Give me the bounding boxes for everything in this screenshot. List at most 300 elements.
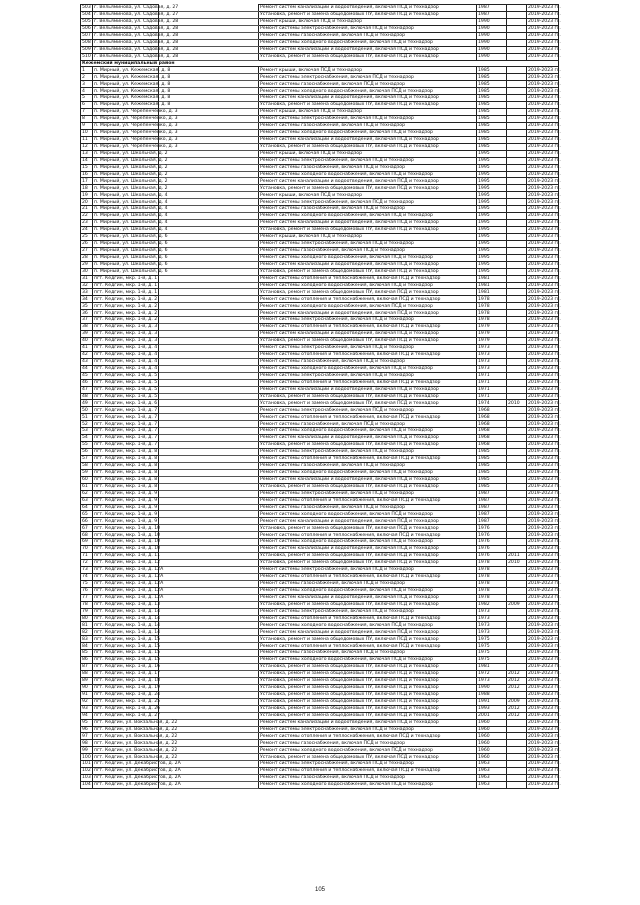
row-number: 29 (81, 261, 93, 268)
page-number: 105 (314, 887, 325, 893)
row-number: 38 (81, 324, 93, 331)
address-cell: пгт. Кедгин, ул. Вокзальная, д. 22 (94, 747, 178, 753)
row-number: 21 (81, 206, 93, 213)
build-year-cell: 1978 (477, 310, 507, 317)
planned-period-cell: 2019-2023 гг. (528, 761, 561, 767)
address-cell: пгт. Кедгин, мкр. 1-й, д. 7 (94, 435, 158, 441)
last-repair-year-cell (507, 289, 527, 296)
planned-period-cell: 2019-2023 гг. (528, 414, 561, 420)
build-year-cell: 1982 (477, 601, 507, 608)
last-repair-year-cell (507, 178, 527, 185)
address-cell: пгт. Кедгин, мкр. 1-й, д. 9 (94, 490, 158, 496)
last-repair-year-cell (507, 664, 527, 671)
table-row (81, 379, 559, 386)
build-year-cell: 1987 (477, 5, 507, 12)
table-row (81, 11, 559, 18)
table-row (81, 206, 559, 213)
last-repair-year-cell (507, 5, 527, 12)
build-year-cell: 1978 (477, 580, 507, 587)
last-repair-year-cell (507, 539, 527, 546)
last-repair-year-cell (507, 88, 527, 95)
last-repair-year-cell (507, 227, 527, 234)
address-cell: пгт. Кедгин, мкр. 1-й, д. 25 (94, 699, 161, 705)
planned-period-cell: 2019-2023 гг. (528, 768, 561, 774)
spacer-cell (159, 615, 259, 622)
last-repair-year-cell (507, 317, 527, 324)
row-number: 5 (81, 95, 93, 102)
work-type-cell: Ремонт системы холодного водоснабжения, включая ПСД и технадзор (259, 782, 477, 789)
last-repair-year-cell: 2012 (507, 677, 527, 684)
work-type-cell: Ремонт систем канализации и водоотведения, включая ПСД и технадзор (259, 719, 477, 726)
planned-period-cell: 2019-2023 гг. (528, 296, 561, 302)
spacer-cell (159, 192, 259, 199)
work-type-cell: Ремонт системы электроснабжения, включая ПСД и технадзор (259, 761, 477, 768)
last-repair-year-cell (507, 74, 527, 81)
address-cell: пгт. Кедгин, мкр. 1-й, д. 16 (94, 664, 161, 670)
work-type-cell: Ремонт системы электроснабжения, включая ПСД и технадзор (259, 317, 477, 324)
planned-period-cell: 2019-2023 гг. (528, 338, 561, 344)
last-repair-year-cell (507, 435, 527, 442)
planned-period-cell: 2019-2023 гг. (528, 442, 561, 448)
build-year-cell: 1971 (477, 386, 507, 393)
build-year-cell: 1990 (477, 25, 507, 32)
planned-period-cell: 2019-2023 гг. (528, 685, 561, 691)
spacer-cell (159, 691, 259, 698)
work-type-cell: Установка, ремонт и замена общедомовых ПУ, включая ПСД и технадзор (259, 525, 477, 532)
address-cell: пгт. Кедгин, мкр. 1-й, д. 26 (94, 705, 161, 711)
table-row (81, 587, 559, 594)
spacer-cell (159, 546, 259, 553)
table-row (81, 289, 559, 296)
table-row (81, 143, 559, 150)
address-cell: п. Мирный, ул. Школьная, д. 2 (94, 171, 168, 177)
last-repair-year-cell (507, 580, 527, 587)
build-year-cell: 1995 (477, 150, 507, 157)
work-type-cell: Ремонт систем канализации и водоотведения, включая ПСД и технадзор (259, 220, 477, 227)
table-row (81, 261, 559, 268)
build-year-cell: 1985 (477, 462, 507, 469)
build-year-cell: 1971 (477, 379, 507, 386)
table-row (81, 580, 559, 587)
last-repair-year-cell: 2009 (507, 601, 527, 608)
address-cell: п. Мирный, ул. Школьная, д. 6 (94, 261, 168, 267)
work-type-cell: Ремонт системы газоснабжения, включая ПСД и технадзор (259, 247, 477, 254)
row-number: 97 (81, 733, 93, 740)
spacer-cell (159, 657, 259, 664)
address-cell: пгт. Кедгин, мкр. 1-й, д. 14 (94, 608, 161, 614)
build-year-cell: 1995 (477, 157, 507, 164)
row-number: 94 (81, 712, 93, 719)
planned-period-cell: 2019-2023 гг. (528, 608, 561, 614)
last-repair-year-cell (507, 636, 527, 643)
planned-period-cell: 2019-2023 гг. (528, 109, 561, 115)
address-cell: п. Мирный, ул. Школьная, д. 4 (94, 227, 168, 233)
row-number: 40 (81, 338, 93, 345)
build-year-cell: 1985 (477, 483, 507, 490)
last-repair-year-cell (507, 379, 527, 386)
table-row (81, 476, 559, 483)
last-repair-year-cell (507, 122, 527, 129)
row-number: 13 (81, 150, 93, 157)
spacer-cell (159, 449, 259, 456)
table-row (81, 629, 559, 636)
spacer-cell (159, 483, 259, 490)
work-type-cell: Ремонт системы холодного водоснабжения, включая ПСД и технадзор (259, 587, 477, 594)
planned-period-cell: 2019-2023 гг. (528, 740, 561, 746)
work-type-cell: Ремонт системы холодного водоснабжения, включая ПСД и технадзор (259, 747, 477, 754)
work-type-cell: Ремонт систем канализации и водоотведения, включая ПСД и технадзор (259, 435, 477, 442)
planned-period-cell: 2019-2023 гг. (528, 518, 561, 524)
table-row (81, 18, 559, 25)
address-cell: г. Вельяминова, ул. Садовая, д. 28 (94, 39, 179, 45)
table-row (81, 5, 559, 12)
planned-period-cell: 2019-2023 гг. (528, 39, 561, 45)
build-year-cell: 1973 (477, 344, 507, 351)
row-number: 56 (81, 449, 93, 456)
work-type-cell: Ремонт системы холодного водоснабжения, включая ПСД и технадзор (259, 129, 477, 136)
work-type-cell: Ремонт системы электроснабжения, включая ПСД и технадзор (259, 25, 477, 32)
row-number: 55 (81, 442, 93, 449)
work-type-cell: Установка, ремонт и замена общедомовых ПУ, включая ПСД и технадзор (259, 636, 477, 643)
planned-period-cell: 2019-2023 гг. (528, 213, 561, 219)
work-type-cell: Ремонт системы электроснабжения, включая ПСД и технадзор (259, 407, 477, 414)
planned-period-cell: 2019-2023 гг. (528, 699, 561, 705)
table-row (81, 636, 559, 643)
planned-period-cell: 2019-2023 гг. (528, 317, 561, 323)
build-year-cell: 1973 (477, 629, 507, 636)
build-year-cell: 1985 (477, 476, 507, 483)
address-cell: пгт. Кедгин, мкр. 1-й, д. 24 (94, 692, 161, 698)
row-number: 37 (81, 317, 93, 324)
address-cell: пгт. Кедгин, мкр. 1-й, д. 3 (94, 324, 158, 330)
work-type-cell: Установка, ремонт и замена общедомовых ПУ, включая ПСД и технадзор (259, 185, 477, 192)
table-row (81, 560, 559, 567)
planned-period-cell: 2019-2023 гг. (528, 629, 561, 635)
spacer-cell (159, 497, 259, 504)
build-year-cell: 1987 (477, 490, 507, 497)
row-number: 93 (81, 705, 93, 712)
row-number: 52 (81, 421, 93, 428)
spacer-cell (159, 393, 259, 400)
planned-period-cell: 2019-2023 гг. (528, 470, 561, 476)
last-repair-year-cell (507, 282, 527, 289)
table-row (81, 421, 559, 428)
table-row (81, 296, 559, 303)
spacer-cell (159, 566, 259, 573)
table-row (81, 782, 559, 789)
work-type-cell: Установка, ремонт и замена общедомовых ПУ, включая ПСД и технадзор (259, 102, 477, 109)
work-type-cell: Ремонт систем канализации и водоотведения, включая ПСД и технадзор (259, 331, 477, 338)
planned-period-cell: 2019-2023 гг. (528, 421, 561, 427)
row-number: 506 (82, 26, 91, 32)
build-year-cell: 1995 (477, 192, 507, 199)
last-repair-year-cell (507, 109, 527, 116)
work-type-cell: Ремонт системы газоснабжения, включая ПСД и технадзор (259, 206, 477, 213)
spacer-cell (159, 303, 259, 310)
last-repair-year-cell (507, 407, 527, 414)
row-number: 72 (81, 560, 93, 567)
last-repair-year-cell (507, 573, 527, 580)
address-cell: пгт. Кедгин, мкр. 1-й, д. 9 (94, 497, 158, 503)
build-year-cell: 1991 (477, 698, 507, 705)
address-cell: пгт. Кедгин, мкр. 1-й, д. 10 (94, 546, 161, 552)
row-number: 82 (81, 629, 93, 636)
address-cell: пгт. Кедгин, мкр. 1-й, д. 11 (94, 553, 161, 559)
address-cell: пгт. Кедгин, мкр. 1-й, д. 12А (94, 567, 164, 573)
last-repair-year-cell (507, 358, 527, 365)
work-type-cell: Ремонт системы газоснабжения, включая ПСД и технадзор (259, 775, 477, 782)
planned-period-cell: 2019-2023 гг. (528, 400, 561, 406)
address-cell: пгт. Кедгин, мкр. 1-й, д. 3 (94, 338, 158, 344)
spacer-cell (159, 629, 259, 636)
build-year-cell: 1990 (477, 32, 507, 39)
last-repair-year-cell (507, 421, 527, 428)
work-type-cell: Ремонт системы газоснабжения, включая ПСД и технадзор (259, 580, 477, 587)
last-repair-year-cell (507, 726, 527, 733)
last-repair-year-cell (507, 129, 527, 136)
work-type-cell: Ремонт систем канализации и водоотведения, включая ПСД и технадзор (259, 629, 477, 636)
build-year-cell: 1973 (477, 622, 507, 629)
row-number: 27 (81, 247, 93, 254)
address-cell: пгт. Кедгин, мкр. 1-й, д. 12 (94, 560, 161, 566)
build-year-cell: 1963 (477, 768, 507, 775)
build-year-cell: 1975 (477, 643, 507, 650)
last-repair-year-cell (507, 386, 527, 393)
last-repair-year-cell (507, 622, 527, 629)
address-cell: пгт. Кедгин, мкр. 1-й, д. 14 (94, 622, 161, 628)
table-row (81, 233, 559, 240)
address-cell: пгт. Кедгин, мкр. 1-й, д. 2 (94, 310, 158, 316)
row-number: 54 (81, 435, 93, 442)
address-cell: п. Мирный, ул. Школьная, д. 4 (94, 220, 168, 226)
address-cell: п. Мирный, ул. Черепенченко, д. 3 (94, 123, 178, 129)
planned-period-cell: 2019-2023 гг. (528, 456, 561, 462)
row-number: 50 (81, 407, 93, 414)
planned-period-cell: 2019-2023 гг. (528, 504, 561, 510)
table-row (81, 157, 559, 164)
work-type-cell: Установка, ремонт и замена общедомовых ПУ, включая ПСД и технадзор (259, 677, 477, 684)
last-repair-year-cell (507, 747, 527, 754)
address-cell: пгт. Кедгин, мкр. 1-й, д. 4 (94, 359, 158, 365)
address-cell: пгт. Кедгин, мкр. 1-й, д. 7 (94, 414, 158, 420)
last-repair-year-cell (507, 733, 527, 740)
planned-period-cell: 2019-2023 гг. (528, 588, 561, 594)
last-repair-year-cell (507, 372, 527, 379)
work-type-cell: Ремонт системы холодного водоснабжения, включая ПСД и технадзор (259, 428, 477, 435)
last-repair-year-cell (507, 39, 527, 46)
row-number: 74 (81, 573, 93, 580)
address-cell: пгт. Кедгин, ул. Декабристов, д. 2А (94, 761, 181, 767)
last-repair-year-cell (507, 192, 527, 199)
table-row (81, 88, 559, 95)
planned-period-cell: 2019-2023 гг. (528, 678, 561, 684)
spacer-cell (159, 400, 259, 407)
work-type-cell: Ремонт крыши, включая ПСД и технадзор (259, 150, 477, 157)
row-number: 3 (81, 81, 93, 88)
build-year-cell: 1979 (477, 338, 507, 345)
row-number: 101 (82, 761, 91, 767)
row-number: 28 (81, 254, 93, 261)
address-cell: пгт. Кедгин, мкр. 1-й, д. 8 (94, 477, 158, 483)
table-row (81, 733, 559, 740)
work-type-cell: Ремонт системы отопления и теплоснабжения, включая ПСД и технадзор (259, 351, 477, 358)
last-repair-year-cell (507, 32, 527, 39)
build-year-cell: 1988 (477, 691, 507, 698)
build-year-cell: 1985 (477, 469, 507, 476)
work-type-cell: Ремонт систем канализации и водоотведения, включая ПСД и технадзор (259, 136, 477, 143)
last-repair-year-cell (507, 220, 527, 227)
row-number: 60 (81, 476, 93, 483)
work-type-cell: Установка, ремонт и замена общедомовых ПУ, включая ПСД и технадзор (259, 712, 477, 719)
address-cell: пгт. Кедгин, ул. Вокзальная, д. 22 (94, 733, 178, 739)
table-row (81, 67, 559, 74)
row-number: 39 (81, 331, 93, 338)
table-row (81, 566, 559, 573)
build-year-cell: 1973 (477, 615, 507, 622)
planned-period-cell: 2019-2023 гг. (528, 643, 561, 649)
planned-period-cell: 2019-2023 гг. (528, 144, 561, 150)
build-year-cell: 1985 (477, 455, 507, 462)
row-number: 46 (81, 379, 93, 386)
table-row (81, 504, 559, 511)
table-row (81, 449, 559, 456)
table-row (81, 344, 559, 351)
spacer-cell (159, 428, 259, 435)
table-row (81, 240, 559, 247)
spacer-cell (159, 331, 259, 338)
table-row (81, 102, 559, 109)
address-cell: пгт. Кедгин, мкр. 1-й, д. 9 (94, 504, 158, 510)
planned-period-cell: 2019-2023 гг. (528, 171, 561, 177)
row-number: 59 (81, 469, 93, 476)
spacer-cell (159, 88, 259, 95)
build-year-cell: 1978 (477, 594, 507, 601)
last-repair-year-cell (507, 143, 527, 150)
row-number: 73 (81, 566, 93, 573)
last-repair-year-cell: 2010 (507, 400, 527, 407)
table-row (81, 317, 559, 324)
build-year-cell: 1971 (477, 393, 507, 400)
row-number: 86 (81, 657, 93, 664)
address-cell: пгт. Кедгин, ул. Декабристов, д. 2А (94, 775, 181, 781)
spacer-cell (159, 338, 259, 345)
build-year-cell: 1995 (477, 220, 507, 227)
build-year-cell: 1968 (477, 435, 507, 442)
spacer-cell (159, 289, 259, 296)
work-type-cell: Ремонт системы отопления и теплоснабжения, включая ПСД и технадзор (259, 643, 477, 650)
table-row (81, 462, 559, 469)
work-type-cell: Ремонт системы электроснабжения, включая ПСД и технадзор (259, 608, 477, 615)
last-repair-year-cell (507, 53, 527, 60)
planned-period-cell: 2019-2023 гг. (528, 199, 561, 205)
table-row (81, 268, 559, 275)
last-repair-year-cell: 2012 (507, 671, 527, 678)
spacer-cell (159, 539, 259, 546)
row-number: 14 (81, 157, 93, 164)
row-number: 26 (81, 240, 93, 247)
build-year-cell: 1979 (477, 331, 507, 338)
build-year-cell: 1973 (477, 677, 507, 684)
row-number: 6 (81, 102, 93, 109)
build-year-cell: 1981 (477, 282, 507, 289)
planned-period-cell: 2019-2023 гг. (528, 303, 561, 309)
build-year-cell: 1990 (477, 684, 507, 691)
planned-period-cell: 2019-2023 гг. (528, 26, 561, 32)
spacer-cell (159, 164, 259, 171)
planned-period-cell: 2019-2023 гг. (528, 386, 561, 392)
last-repair-year-cell (507, 754, 527, 761)
planned-period-cell: 2019-2023 гг. (528, 289, 561, 295)
planned-period-cell: 2019-2023 гг. (528, 248, 561, 254)
table-row (81, 136, 559, 143)
last-repair-year-cell (507, 95, 527, 102)
row-number: 78 (81, 601, 93, 608)
spacer-cell (159, 698, 259, 705)
table-row (81, 310, 559, 317)
address-cell: г. Вельяминова, ул. Садовая, д. 27 (94, 12, 179, 18)
work-type-cell: Ремонт крыши, включая ПСД и технадзор (259, 67, 477, 74)
planned-period-cell: 2019-2023 гг. (528, 268, 561, 274)
row-number: 71 (81, 553, 93, 560)
address-cell: пгт. Кедгин, мкр. 1-й, д. 7 (94, 428, 158, 434)
work-type-cell: Ремонт системы газоснабжения, включая ПСД и технадзор (259, 358, 477, 365)
address-cell: п. Мирный, ул. Черепенченко, д. 3 (94, 116, 178, 122)
planned-period-cell: 2019-2023 гг. (528, 192, 561, 198)
spacer-cell (159, 705, 259, 712)
work-type-cell: Ремонт системы отопления и теплоснабжения, включая ПСД и технадзор (259, 296, 477, 303)
planned-period-cell: 2019-2023 гг. (528, 511, 561, 517)
address-cell: пгт. Кедгин, мкр. 1-й, д. 2 (94, 303, 158, 309)
last-repair-year-cell (507, 296, 527, 303)
planned-period-cell: 2019-2023 гг. (528, 150, 561, 156)
build-year-cell: 1975 (477, 657, 507, 664)
table-row (81, 546, 559, 553)
row-number: 509 (82, 46, 91, 52)
planned-period-cell: 2019-2023 гг. (528, 372, 561, 378)
work-type-cell: Ремонт системы отопления и теплоснабжения, включая ПСД и технадзор (259, 324, 477, 331)
address-cell: г. Вельяминова, ул. Садовая, д. 28 (94, 26, 179, 32)
spacer-cell (159, 372, 259, 379)
spacer-cell (159, 504, 259, 511)
planned-period-cell: 2019-2023 гг. (528, 574, 561, 580)
address-cell: пгт. Кедгин, мкр. 1-й, д. 14 (94, 629, 161, 635)
planned-period-cell: 2019-2023 гг. (528, 726, 561, 732)
row-number: 43 (81, 358, 93, 365)
last-repair-year-cell: 2009 (507, 698, 527, 705)
build-year-cell: 1973 (477, 351, 507, 358)
build-year-cell: 1985 (477, 116, 507, 123)
work-type-cell: Ремонт системы холодного водоснабжения, включая ПСД и технадзор (259, 282, 477, 289)
build-year-cell: 1995 (477, 233, 507, 240)
row-number: 98 (81, 740, 93, 747)
last-repair-year-cell (507, 240, 527, 247)
work-type-cell: Установка, ремонт и замена общедомовых ПУ, включая ПСД и технадзор (259, 560, 477, 567)
build-year-cell: 1981 (477, 289, 507, 296)
work-type-cell: Ремонт системы холодного водоснабжения, включая ПСД и технадзор (259, 254, 477, 261)
build-year-cell: 1975 (477, 650, 507, 657)
spacer-cell (159, 282, 259, 289)
row-number: 31 (81, 275, 93, 282)
planned-period-cell: 2019-2023 гг. (528, 102, 561, 108)
row-number: 41 (81, 344, 93, 351)
row-number: 103 (82, 775, 91, 781)
planned-period-cell: 2019-2023 гг. (528, 345, 561, 351)
work-type-cell: Ремонт системы холодного водоснабжения, включая ПСД и технадзор (259, 88, 477, 95)
work-type-cell: Ремонт системы холодного водоснабжения, включая ПСД и технадзор (259, 511, 477, 518)
work-type-cell: Установка, ремонт и замена общедомовых ПУ, включая ПСД и технадзор (259, 338, 477, 345)
address-cell: пгт. Кедгин, мкр. 1-й, д. 12А (94, 588, 164, 594)
build-year-cell: 1985 (477, 88, 507, 95)
